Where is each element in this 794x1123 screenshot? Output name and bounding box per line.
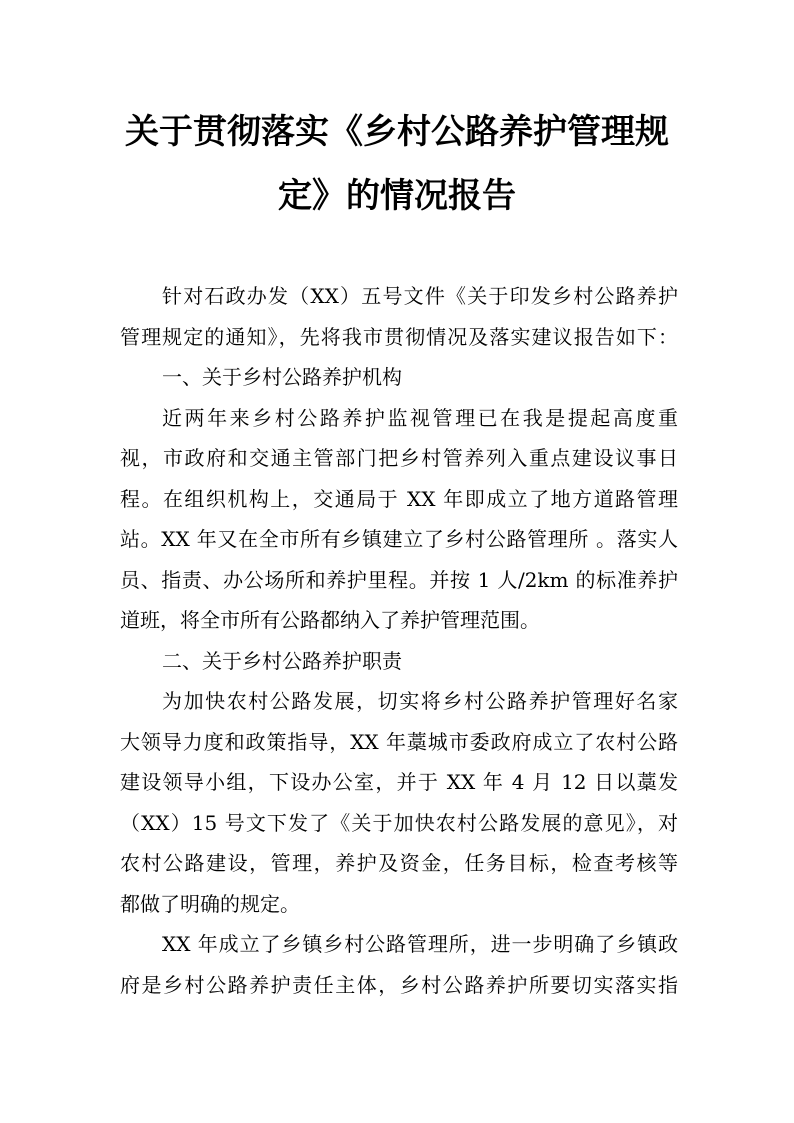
body-line-15: 农村公路建设，管理，养护及资金，任务目标，检查考核等 — [120, 851, 678, 875]
body-line-8: 员、指责、办公场所和养护里程。并按 1 人/2km 的标准养护 — [120, 567, 678, 592]
body-line-4: 近两年来乡村公路养护监视管理已在我是提起高度重 — [162, 405, 678, 430]
body-line-6: 程。在组织机构上，交通局于 XX 年即成立了地方道路管理 — [120, 486, 678, 511]
body-line-18: 府是乡村公路养护责任主体，乡村公路养护所要切实落实指 — [120, 972, 678, 997]
section-heading-1: 一、关于乡村公路养护机构 — [162, 365, 402, 389]
title-line-2: 定》的情况报告 — [278, 176, 516, 216]
body-line-9: 道班，将全市所有公路都纳入了养护管理范围。 — [120, 608, 540, 632]
body-line-16: 都做了明确的规定。 — [120, 891, 300, 916]
document-title — [100, 100, 694, 228]
body-line-17: XX 年成立了乡镇乡村公路管理所，进一步明确了乡镇政 — [162, 932, 678, 956]
body-line-13: 建设领导小组，下设办公室，并于 XX 年 4 月 12 日以藁发 — [120, 770, 678, 794]
body-line-14: （XX）15 号文下发了《关于加快农村公路发展的意见》，对 — [120, 810, 678, 835]
body-line-11: 为加快农村公路发展，切实将乡村公路养护管理好名家 — [162, 689, 678, 713]
body-line-2: 管理规定的通知》，先将我市贯彻情况及落实建议报告如下： — [120, 324, 678, 349]
document-body — [120, 276, 678, 1005]
body-line-5: 视，市政府和交通主管部门把乡村管养列入重点建设议事日 — [120, 446, 678, 470]
body-line-1: 针对石政办发（XX）五号文件《关于印发乡村公路养护 — [162, 284, 678, 308]
body-line-7: 站。XX 年又在全市所有乡镇建立了乡村公路管理所 。落实人 — [120, 527, 678, 551]
title-line-1: 关于贯彻落实《乡村公路养护管理规 — [125, 112, 669, 152]
section-heading-2: 二、关于乡村公路养护职责 — [162, 648, 402, 673]
body-line-12: 大领导力度和政策指导，XX 年藁城市委政府成立了农村公路 — [120, 729, 678, 754]
